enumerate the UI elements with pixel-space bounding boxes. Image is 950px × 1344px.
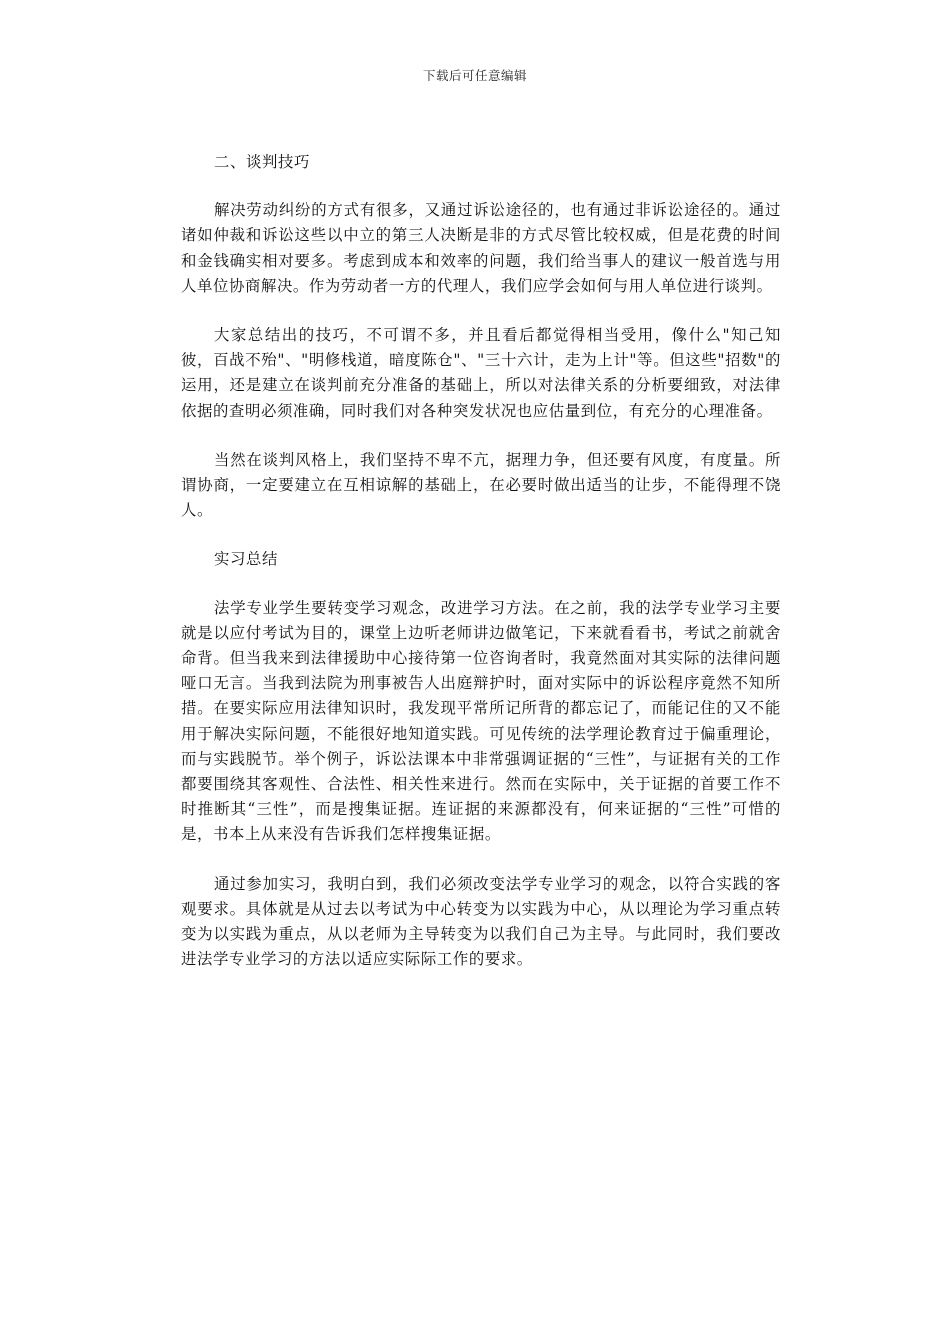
section-heading-negotiation: 二、谈判技巧 bbox=[214, 153, 310, 171]
paragraph: 通过参加实习，我明白到，我们必须改变法学专业学习的观念，以符合实践的客观要求。具体就是从过去以考试为中心转变为以实践为中心，从以理论为学习重点转变为以实践为重点，从以老师为主导转变为以我们自己为主导。与此同时，我们要改进法学专业学习的方法以适应实际际工作的要求。 bbox=[181, 874, 781, 969]
header-note: 下载后可任意编辑 bbox=[422, 68, 527, 83]
section-heading-internship-summary: 实习总结 bbox=[214, 550, 278, 569]
paragraph: 法学专业学生要转变学习观念，改进学习方法。在之前，我的法学专业学习主要就是以应付考试为目的，课堂上边听老师讲边做笔记，下来就看看书，考试之前就舍命背。但当我来到法律援助中心接待第一位咨询者时，我竟然面对其实际的法律问题哑口无言。当我到法院为刑事被告人出庭辩护时，面对实际中的诉讼程序竟然不知所措。在要实际应用法律知识时，我发现平常所记所背的都忘记了，而能记住的又不能用于解决实际问题，不能很好地知道实践。可见传统的法学理论教育过于偏重理论，而与实践脱节。举个例子，诉讼法课本中非常强调证据的“三性”，与证据有关的工作都要围绕其客观性、合法性、相关性来进行。然而在实际中，关于证据的首要工作不时推断其“三性”，而是搜集证据。连证据的来源都没有，何来证据的“三性”可惜的是，书本上从来没有告诉我们怎样搜集证据。 bbox=[181, 598, 781, 844]
paragraph: 解决劳动纠纷的方式有很多，又通过诉讼途径的，也有通过非诉讼途径的。通过诸如仲裁和诉讼这些以中立的第三人决断是非的方式尽管比较权威，但是花费的时间和金钱确实相对要多。考虑到成本和效率的问题，我们给当事人的建议一般首选与用人单位协商解决。作为劳动者一方的代理人，我们应学会如何与用人单位进行谈判。 bbox=[181, 201, 781, 295]
paragraph: 当然在谈判风格上，我们坚持不卑不亢，据理力争，但还要有风度，有度量。所谓协商，一定要建立在互相谅解的基础上，在必要时做出适当的让步，不能得理不饶人。 bbox=[181, 450, 781, 520]
document-body bbox=[181, 150, 781, 996]
paragraph: 大家总结出的技巧，不可谓不多，并且看后都觉得相当受用，像什么"知己知彼，百战不殆"、"明修栈道，暗度陈仓"、"三十六计，走为上计"等。但这些"招数"的运用，还是建立在谈判前充分准备的基础上，所以对法律关系的分析要细致，对法律依据的查明必须准确，同时我们对各种突发状况也应估量到位，有充分的心理准备。 bbox=[181, 326, 781, 420]
